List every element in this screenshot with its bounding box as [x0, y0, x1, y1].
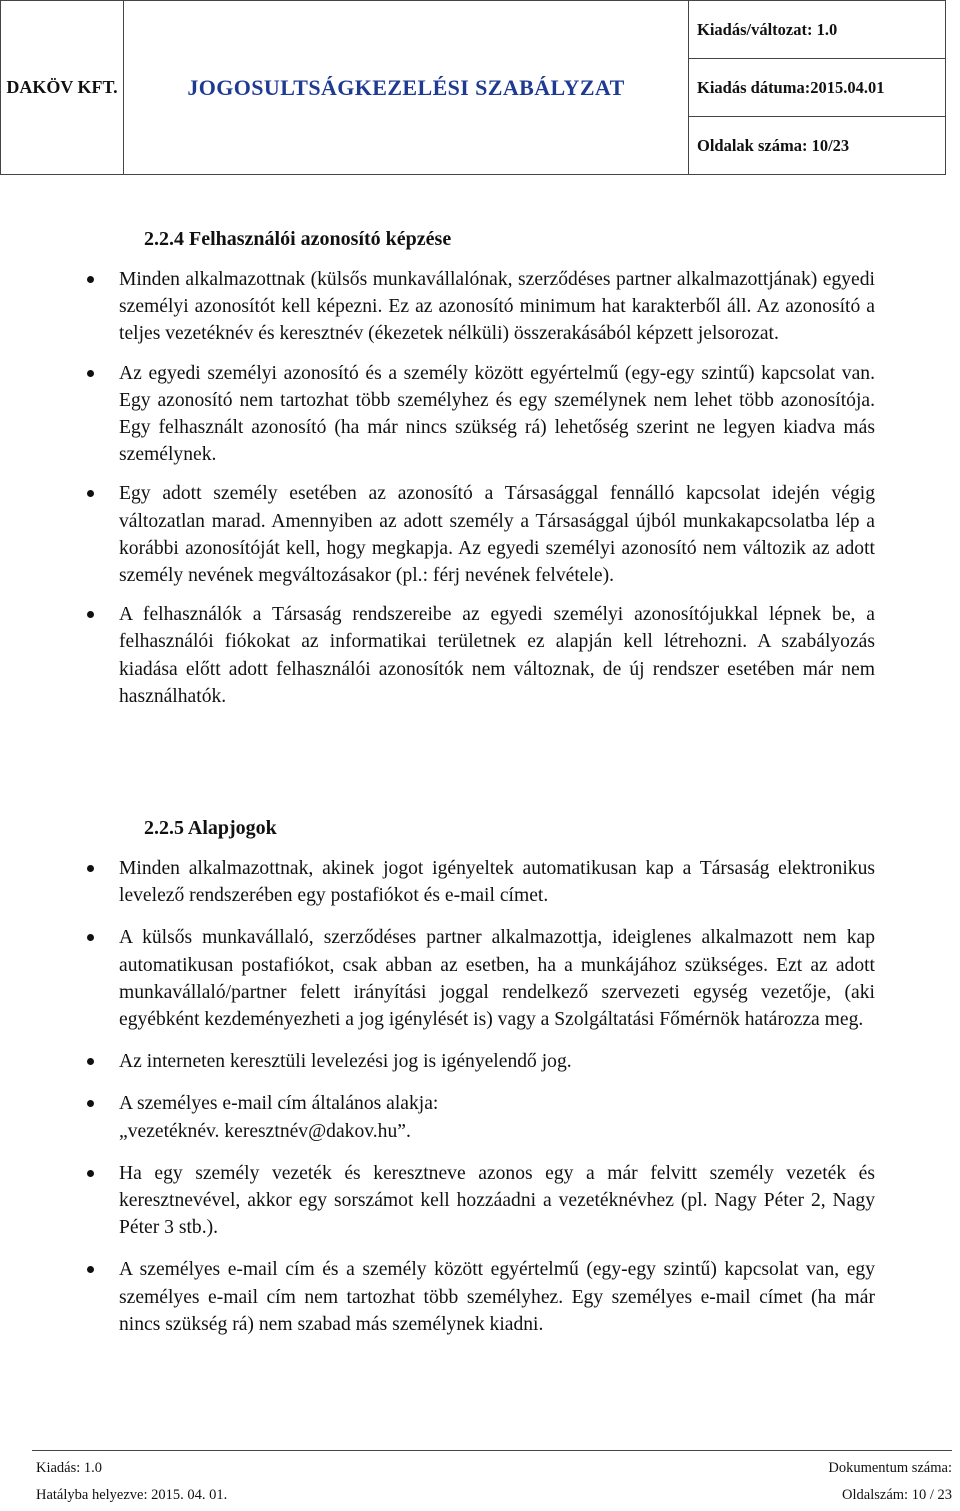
- list-item: Az interneten keresztüli levelezési jog is igényelendő jog.: [0, 1048, 960, 1075]
- bullet-icon: [87, 1100, 94, 1107]
- list-item: A külsős munkavállaló, szerződéses partner alkalmazottja, ideiglenes alkalmazott nem kap automatikusan postafiókot, csak abban az esetben, ha a munkájához szükséges. Ezt az adott munkavállaló/partner felett irányítási joggal rendelkező szervezeti egység vezetője, (aki egyébként kezdeményezheti a jog igénylését is) vagy a Szolgáltatási Főmérnök határozza meg.: [0, 924, 960, 1033]
- bullet-icon: [87, 490, 94, 497]
- list-item: A személyes e-mail cím általános alakja: „vezetéknév. keresztnév@dakov.hu”.: [0, 1090, 960, 1144]
- list-item: Az egyedi személyi azonosító és a személy között egyértelmű (egy-egy szintű) kapcsolat van. Egy azonosító nem tartozhat több személyhez és egy személynek nem lehet több azonosítója. Egy felhasznált azonosító (ha már nincs szükség rá) lehetőség szerint ne legyen kiadva más személynek.: [0, 360, 960, 469]
- list-item: A felhasználók a Társaság rendszereibe az egyedi személyi azonosítójukkal lépnek be, a felhasználói fiókokat az informatikai területnek ez alapján kell létrehozni. A szabályozás kiadása előtt adott felhasználói azonosítók nem változnak, de új rendszer esetében már nem használhatók.: [0, 601, 960, 710]
- list-item: Minden alkalmazottnak, akinek jogot igényeltek automatikusan kap a Társaság elektronikus levelező rendszerében egy postafiókot és e-mail címet.: [0, 855, 960, 909]
- bullet-icon: [87, 1266, 94, 1273]
- bullet-icon: [87, 1058, 94, 1065]
- section-2-2-5-list: [0, 855, 960, 1338]
- page-count: Oldalak száma: 10/23: [689, 117, 946, 175]
- bullet-icon: [87, 276, 94, 283]
- bullet-icon: [87, 1170, 94, 1177]
- document-title: JOGOSULTSÁGKEZELÉSI SZABÁLYZAT: [124, 1, 689, 175]
- section-2-2-4-list: [0, 266, 960, 710]
- footer-doc-number: Dokumentum száma:: [828, 1460, 952, 1476]
- edition-version: Kiadás/változat: 1.0: [689, 1, 946, 59]
- list-item: Minden alkalmazottnak (külsős munkavállalónak, szerződéses partner alkalmazottjának) egyedi személyi azonosítót kell képezni. Ez az azonosító minimum hat karakterből áll. Az azonosító a teljes vezetéknév és keresztnév (ékezetek nélküli) összerakásából képzett jelsorozat.: [0, 266, 960, 348]
- section-heading-2-2-4: 2.2.4 Felhasználói azonosító képzése: [144, 228, 452, 250]
- document-footer: [0, 1450, 960, 1511]
- list-item: A személyes e-mail cím és a személy között egyértelmű (egy-egy szintű) kapcsolat van, egy személyes e-mail cím nem tartozhat több személyhez. Egy személyes e-mail címet (ha már nincs szükség rá) nem szabad más személynek kiadni.: [0, 1256, 960, 1338]
- company-name: DAKÖV KFT.: [1, 1, 124, 175]
- issue-date: Kiadás dátuma:2015.04.01: [689, 59, 946, 117]
- bullet-icon: [87, 865, 94, 872]
- document-header: [0, 0, 946, 175]
- bullet-icon: [87, 934, 94, 941]
- footer-page-number: Oldalszám: 10 / 23: [842, 1487, 952, 1503]
- footer-divider: [32, 1450, 952, 1451]
- section-heading-2-2-5: 2.2.5 Alapjogok: [144, 817, 277, 839]
- email-format: „vezetéknév. keresztnév@dakov.hu”.: [119, 1120, 411, 1142]
- footer-edition: Kiadás: 1.0: [36, 1460, 103, 1476]
- list-item: Ha egy személy vezeték és keresztneve azonos egy a már felvitt személy vezeték és keresztnevével, akkor egy sorszámot kell hozzáadni a vezetéknévhez (pl. Nagy Péter 2, Nagy Péter 3 stb.).: [0, 1160, 960, 1242]
- footer-effective-date: Hatályba helyezve: 2015. 04. 01.: [36, 1487, 228, 1503]
- bullet-icon: [87, 611, 94, 618]
- list-item: Egy adott személy esetében az azonosító a Társasággal fennálló kapcsolat idején végig változatlan marad. Amennyiben az adott személy a Társasággal újból munkakapcsolatba lép a korábbi azonosítóját kell, hogy megkapja. Az egyedi személyi azonosító nem változik az adott személy nevének megváltozásakor (pl.: férj nevének felvétele).: [0, 480, 960, 589]
- bullet-icon: [87, 370, 94, 377]
